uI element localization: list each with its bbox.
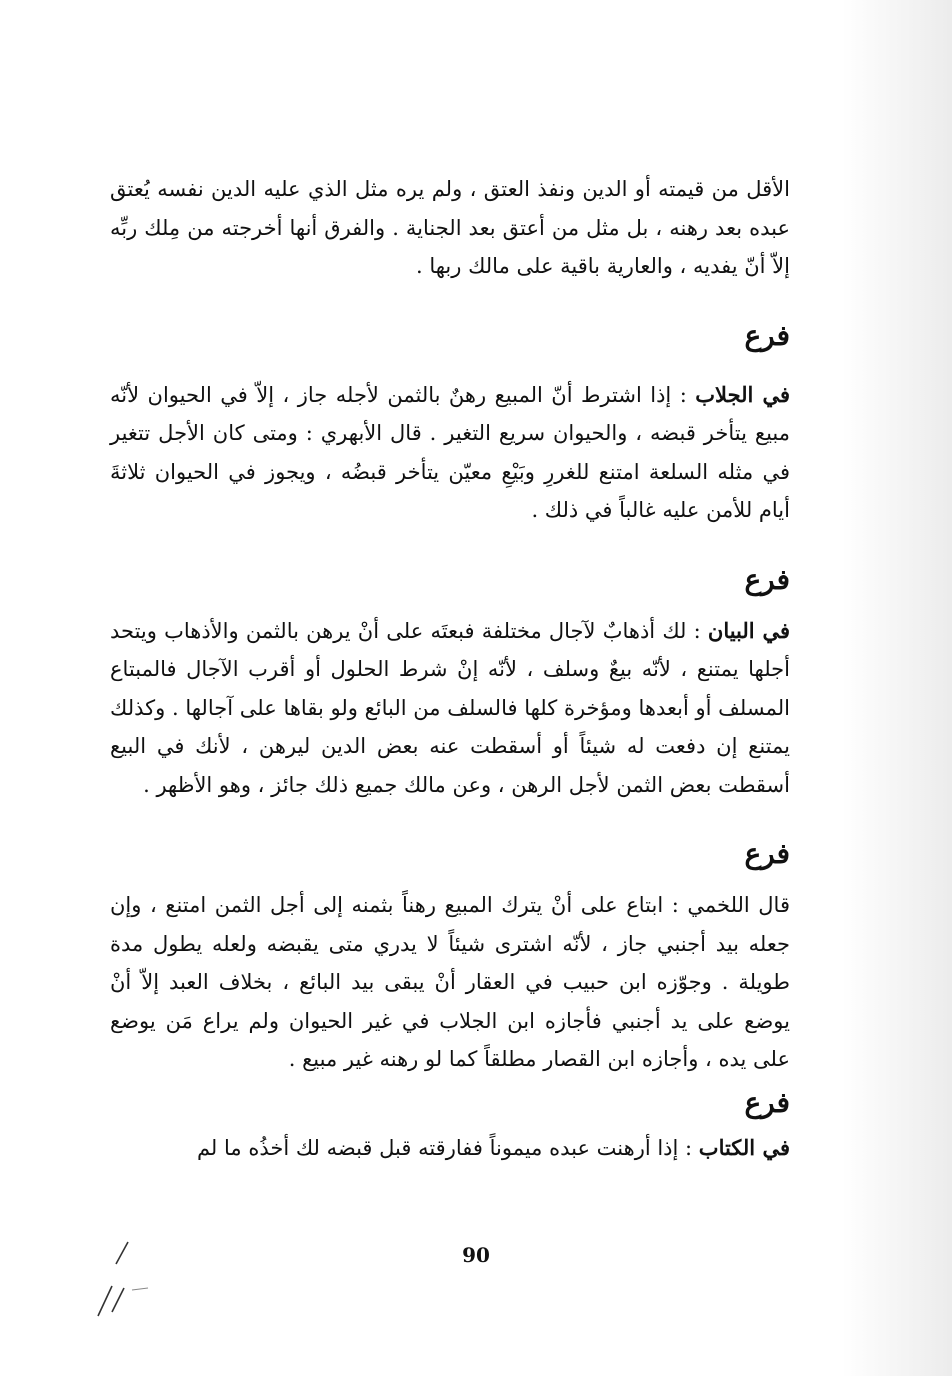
paragraph-3-source: في البيان <box>707 617 790 643</box>
paragraph-2-text: : إذا اشترط أنّ المبيع رهنٌ بالثمن لأجله جاز ، إلاّ في الحيوان لأنّه مبيع يتأخر قبضه ، والحيوان سريع التغير . قال الأبهري : ومتى كان الأجل تتغير في مثله السلعة امتنع للغررِ وبَيْعِ معيّن يتأخر قبضُه ، ويجوز في الحيوان ثلاثةَ أيام للأمن عليه غالباً في ذلك . <box>110 382 790 522</box>
page-edge-shading <box>842 0 952 1376</box>
pencil-mark-icon <box>106 1238 136 1268</box>
section-heading-4: فرع <box>744 1085 790 1119</box>
section-heading-2: فرع <box>744 562 790 596</box>
paragraph-5-text: : إذا أرهنت عبده ميموناً ففارقته قبل قبضه لك أخذُه ما لم <box>196 1135 699 1160</box>
page-body <box>110 170 790 1167</box>
paragraph-1: الأقل من قيمته أو الدين ونفذ العتق ، ولم يره مثل الذي عليه الدين نفسه يُعتق عبده بعد رهنه ، بل مثل من أعتق بعد الجناية . والفرق أنها أخرجته من مِلك ربِّه إلاّ أنّ يفديه ، والعارية باقية على مالك ربها . <box>110 177 790 278</box>
pencil-marks-icon <box>92 1282 152 1322</box>
section-heading-1: فرع <box>744 318 790 352</box>
paragraph-2 <box>110 376 790 530</box>
paragraph-3 <box>110 612 790 805</box>
section-heading-3: فرع <box>744 837 790 870</box>
paragraph-4: قال اللخمي : ابتاع على أنْ يترك المبيع رهناً بثمنه إلى أجل الثمن امتنع ، وإن جعله بيد أجنبي جاز ، لأنّه اشترى شيئاً لا يدري متى يقبضه ولعله يطول مدة طويلة . وجوّزه ابن حبيب في العقار أنْ يبقى بيد البائع ، بخلاف العبد إلاّ أنْ يوضع على يد أجنبي فأجازه ابن الجلاب في غير الحيوان ولم يراع مَن يوضع على يده ، وأجازه ابن القصار مطلقاً كما لو رهنه غير مبيع . <box>110 893 790 1071</box>
paragraph-2-source: في الجلاب <box>695 381 790 407</box>
paragraph-5 <box>110 1129 790 1168</box>
paragraph-3-text: : لك أذهابٌ لآجال مختلفة فبعتَه على أنْ يرهن بالثمن والأذهاب ويتحد أجلها يمتنع ، لأنّه بيعٌ وسلف ، لأنّه إنْ شرط الحلول أو أقرب الآجال فالمبتاع المسلف أو أبعدها ومؤخرة كلها فالسلف من البائع ولو بقاها على آجالها . وكذلك يمتنع إن دفعت له شيئاً أو أسقطت عنه بعض الدين ليرهن ، لأنك في البيع أسقطت بعض الثمن لأجل الرهن ، وعن مالك جميع ذلك جائز ، وهو الأظهر . <box>110 618 790 797</box>
paragraph-5-source: في الكتاب <box>698 1134 790 1160</box>
page-number: 90 <box>462 1243 490 1267</box>
